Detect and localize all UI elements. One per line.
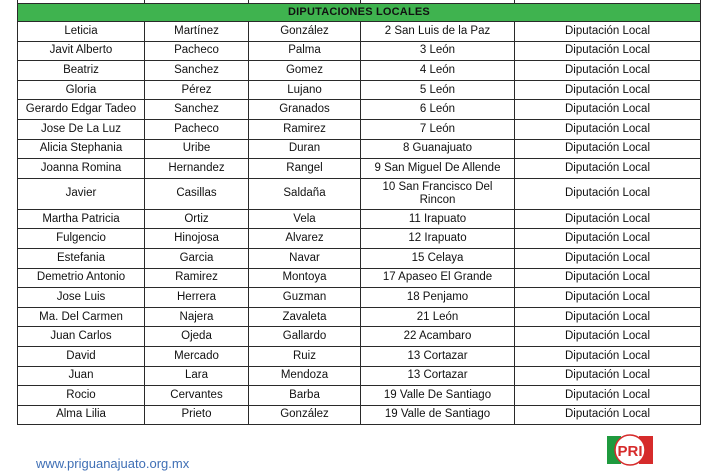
position-cell: Diputación Local — [515, 386, 701, 406]
maternal-surname-cell: Zavaleta — [249, 307, 361, 327]
pri-logo-icon — [606, 434, 654, 470]
first-name-cell: Juan Carlos — [18, 327, 145, 347]
table-row — [18, 268, 701, 288]
first-name-cell: Javit Alberto — [18, 41, 145, 61]
position-cell: Diputación Local — [515, 41, 701, 61]
maternal-surname-cell: Gallardo — [249, 327, 361, 347]
section-title: DIPUTACIONES LOCALES — [18, 4, 701, 22]
paternal-surname-cell: Sanchez — [145, 100, 249, 120]
position-cell: Diputación Local — [515, 119, 701, 139]
first-name-cell: Ma. Del Carmen — [18, 307, 145, 327]
table-row — [18, 159, 701, 179]
position-cell: Diputación Local — [515, 229, 701, 249]
table-row — [18, 307, 701, 327]
district-cell: 15 Celaya — [361, 248, 515, 268]
table-row — [18, 288, 701, 308]
paternal-surname-cell: Najera — [145, 307, 249, 327]
maternal-surname-cell: Rangel — [249, 159, 361, 179]
paternal-surname-cell: Hinojosa — [145, 229, 249, 249]
table-row — [18, 139, 701, 159]
paternal-surname-cell: Mercado — [145, 346, 249, 366]
district-cell: 21 León — [361, 307, 515, 327]
maternal-surname-cell: Duran — [249, 139, 361, 159]
maternal-surname-cell: Montoya — [249, 268, 361, 288]
candidates-table — [17, 0, 701, 425]
paternal-surname-cell: Sanchez — [145, 61, 249, 81]
footer-website-url[interactable]: www.priguanajuato.org.mx — [36, 456, 190, 471]
position-cell: Diputación Local — [515, 268, 701, 288]
position-cell: Diputación Local — [515, 288, 701, 308]
maternal-surname-cell: Palma — [249, 41, 361, 61]
maternal-surname-cell: Guzman — [249, 288, 361, 308]
paternal-surname-cell: Prieto — [145, 405, 249, 425]
maternal-surname-cell: Saldaña — [249, 178, 361, 209]
position-cell: Diputación Local — [515, 159, 701, 179]
table-row — [18, 178, 701, 209]
table-row — [18, 248, 701, 268]
table-row — [18, 22, 701, 42]
maternal-surname-cell: Granados — [249, 100, 361, 120]
first-name-cell: David — [18, 346, 145, 366]
maternal-surname-cell: Gomez — [249, 61, 361, 81]
first-name-cell: Gerardo Edgar Tadeo — [18, 100, 145, 120]
first-name-cell: Alicia Stephania — [18, 139, 145, 159]
table-row — [18, 229, 701, 249]
position-cell: Diputación Local — [515, 248, 701, 268]
maternal-surname-cell: Ruiz — [249, 346, 361, 366]
paternal-surname-cell: Lara — [145, 366, 249, 386]
position-cell: Diputación Local — [515, 346, 701, 366]
first-name-cell: Jose Luis — [18, 288, 145, 308]
first-name-cell: Joanna Romina — [18, 159, 145, 179]
district-cell: 6 León — [361, 100, 515, 120]
maternal-surname-cell: Ramirez — [249, 119, 361, 139]
paternal-surname-cell: Hernandez — [145, 159, 249, 179]
district-cell: 12 Irapuato — [361, 229, 515, 249]
table-row — [18, 209, 701, 229]
position-cell: Diputación Local — [515, 80, 701, 100]
district-cell: 4 León — [361, 61, 515, 81]
district-cell: 8 Guanajuato — [361, 139, 515, 159]
district-cell: 11 Irapuato — [361, 209, 515, 229]
paternal-surname-cell: Martínez — [145, 22, 249, 42]
paternal-surname-cell: Ramirez — [145, 268, 249, 288]
district-cell: 5 León — [361, 80, 515, 100]
district-cell: 13 Cortazar — [361, 346, 515, 366]
table-row — [18, 41, 701, 61]
candidates-sheet — [17, 0, 700, 425]
maternal-surname-cell: Navar — [249, 248, 361, 268]
position-cell: Diputación Local — [515, 22, 701, 42]
position-cell: Diputación Local — [515, 209, 701, 229]
maternal-surname-cell: Vela — [249, 209, 361, 229]
table-row — [18, 61, 701, 81]
first-name-cell: Leticia — [18, 22, 145, 42]
section-header-row — [18, 4, 701, 22]
paternal-surname-cell: Cervantes — [145, 386, 249, 406]
maternal-surname-cell: González — [249, 405, 361, 425]
district-cell: 3 León — [361, 41, 515, 61]
maternal-surname-cell: Mendoza — [249, 366, 361, 386]
first-name-cell: Rocio — [18, 386, 145, 406]
table-row — [18, 405, 701, 425]
table-row — [18, 80, 701, 100]
first-name-cell: Estefania — [18, 248, 145, 268]
position-cell: Diputación Local — [515, 327, 701, 347]
district-cell: 22 Acambaro — [361, 327, 515, 347]
paternal-surname-cell: Ojeda — [145, 327, 249, 347]
district-cell: 9 San Miguel De Allende — [361, 159, 515, 179]
maternal-surname-cell: González — [249, 22, 361, 42]
table-row — [18, 366, 701, 386]
position-cell: Diputación Local — [515, 139, 701, 159]
paternal-surname-cell: Garcia — [145, 248, 249, 268]
first-name-cell: Beatriz — [18, 61, 145, 81]
position-cell: Diputación Local — [515, 405, 701, 425]
paternal-surname-cell: Ortiz — [145, 209, 249, 229]
district-cell: 7 León — [361, 119, 515, 139]
maternal-surname-cell: Barba — [249, 386, 361, 406]
position-cell: Diputación Local — [515, 307, 701, 327]
pri-logo-text: PRI — [617, 443, 643, 460]
district-cell: 13 Cortazar — [361, 366, 515, 386]
maternal-surname-cell: Alvarez — [249, 229, 361, 249]
position-cell: Diputación Local — [515, 178, 701, 209]
first-name-cell: Javier — [18, 178, 145, 209]
position-cell: Diputación Local — [515, 100, 701, 120]
district-cell: 19 Valle de Santiago — [361, 405, 515, 425]
paternal-surname-cell: Casillas — [145, 178, 249, 209]
first-name-cell: Alma Lilia — [18, 405, 145, 425]
first-name-cell: Demetrio Antonio — [18, 268, 145, 288]
table-row — [18, 346, 701, 366]
maternal-surname-cell: Lujano — [249, 80, 361, 100]
district-cell: 10 San Francisco Del Rincon — [361, 178, 515, 209]
paternal-surname-cell: Pacheco — [145, 41, 249, 61]
first-name-cell: Gloria — [18, 80, 145, 100]
first-name-cell: Fulgencio — [18, 229, 145, 249]
district-cell: 18 Penjamo — [361, 288, 515, 308]
district-cell: 17 Apaseo El Grande — [361, 268, 515, 288]
table-row — [18, 327, 701, 347]
paternal-surname-cell: Uribe — [145, 139, 249, 159]
table-row — [18, 386, 701, 406]
first-name-cell: Juan — [18, 366, 145, 386]
paternal-surname-cell: Pacheco — [145, 119, 249, 139]
position-cell: Diputación Local — [515, 366, 701, 386]
paternal-surname-cell: Pérez — [145, 80, 249, 100]
table-row — [18, 119, 701, 139]
table-row — [18, 100, 701, 120]
first-name-cell: Martha Patricia — [18, 209, 145, 229]
district-cell: 19 Valle De Santiago — [361, 386, 515, 406]
district-cell: 2 San Luis de la Paz — [361, 22, 515, 42]
first-name-cell: Jose De La Luz — [18, 119, 145, 139]
position-cell: Diputación Local — [515, 61, 701, 81]
paternal-surname-cell: Herrera — [145, 288, 249, 308]
